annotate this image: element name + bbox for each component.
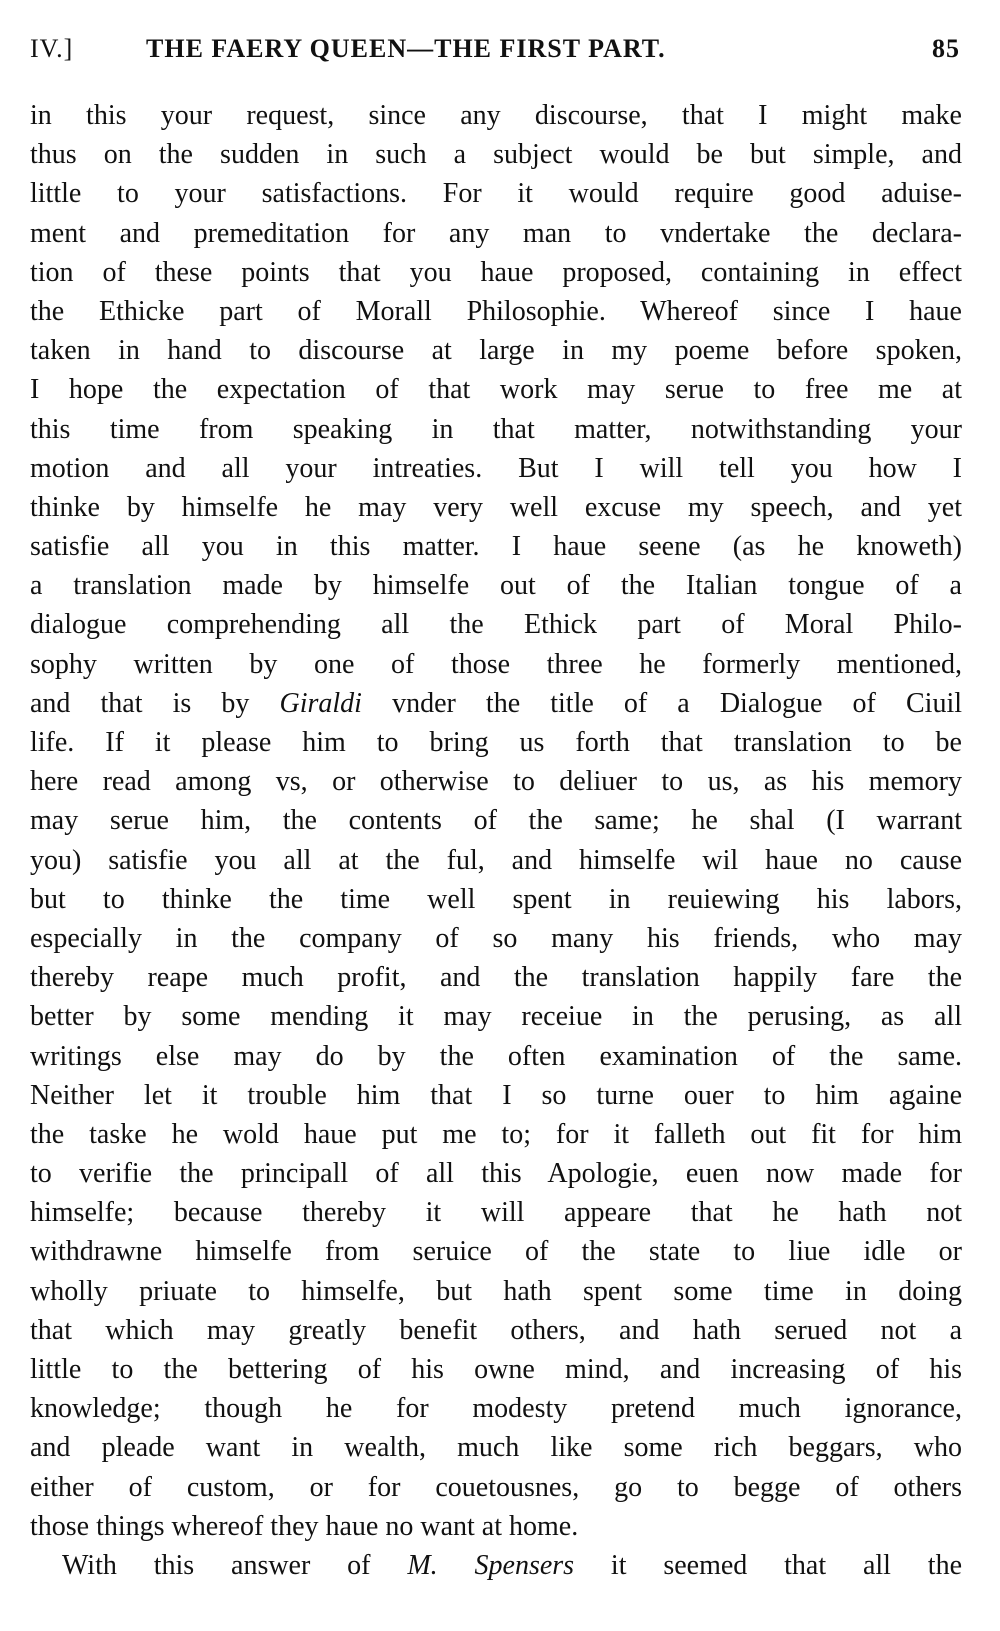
text-line <box>30 1311 962 1350</box>
line-text: it seemed that all the <box>574 1549 962 1581</box>
line-text: little to the bettering of his owne mind, and increasing of his <box>30 1354 962 1385</box>
line-text: but to thinke the time well spent in reuiewing his labors, <box>30 883 962 915</box>
text-line <box>30 174 962 213</box>
line-text: thereby reape much profit, and the translation happily fare the <box>30 962 962 994</box>
line-text: better by some mending it may receiue in the perusing, as all <box>30 1001 962 1033</box>
text-line <box>30 1389 962 1428</box>
line-text: withdrawne himselfe from seruice of the state to liue idle or <box>30 1236 962 1268</box>
chapter-marker: IV.] <box>30 34 74 63</box>
text-line <box>30 331 962 370</box>
text-line <box>30 801 962 840</box>
line-text: that which may greatly benefit others, and hath serued not a <box>30 1314 962 1346</box>
italic-name: Giraldi <box>279 687 362 719</box>
text-line <box>30 919 962 958</box>
line-text: satisfie all you in this matter. I haue seene (as he knoweth) <box>30 531 962 563</box>
line-text: the Ethicke part of Morall Philosophie. Whereof since I haue <box>30 295 962 327</box>
line-text: life. If it please him to bring us forth that translation to be <box>30 727 962 758</box>
text-line <box>30 841 962 880</box>
text-line <box>30 135 962 174</box>
text-line <box>30 880 962 919</box>
italic-name: M. Spensers <box>407 1549 575 1581</box>
text-line <box>30 527 962 566</box>
text-line <box>30 370 962 409</box>
text-line <box>30 1272 962 1311</box>
line-text: either of custom, or for couetousnes, go to begge of others <box>30 1471 962 1503</box>
text-line <box>30 1507 962 1546</box>
running-header <box>30 34 960 74</box>
text-line <box>30 1154 962 1193</box>
line-text: knowledge; though he for modesty pretend much ignorance, <box>30 1393 962 1425</box>
text-line <box>30 1546 962 1585</box>
text-line <box>30 1350 962 1389</box>
line-text: I hope the expectation of that work may serue to free me at <box>30 374 962 406</box>
body-text <box>30 96 962 1585</box>
text-line <box>30 605 962 644</box>
line-text: thinke by himselfe he may very well excuse my speech, and yet <box>30 491 962 523</box>
line-text: here read among vs, or otherwise to deliuer to us, as his memory <box>30 766 962 798</box>
line-text: especially in the company of so many his friends, who may <box>30 922 962 954</box>
line-text: and that is by <box>30 687 280 719</box>
line-text: motion and all your intreaties. But I will tell you how I <box>30 452 962 484</box>
line-text: you) satisfie you all at the ful, and himselfe wil haue no cause <box>30 844 962 876</box>
line-text: a translation made by himselfe out of the Italian tongue of a <box>30 570 962 602</box>
line-text: With this answer of <box>62 1549 408 1581</box>
line-text: wholly priuate to himselfe, but hath spent some time in doing <box>30 1275 962 1307</box>
line-text: in this your request, since any discourse, that I might make <box>30 100 962 131</box>
line-text: ment and premeditation for any man to vndertake the declara- <box>30 217 962 249</box>
text-line <box>30 96 962 135</box>
text-line <box>30 292 962 331</box>
text-line <box>30 645 962 684</box>
line-text: tion of these points that you haue proposed, containing in effect <box>30 256 962 288</box>
line-text: little to your satisfactions. For it would require good aduise- <box>30 178 962 210</box>
text-line <box>30 1115 962 1154</box>
line-text: vnder the title of a Dialogue of Ciuil <box>361 687 962 719</box>
text-line <box>30 1232 962 1271</box>
text-line <box>30 253 962 292</box>
text-line <box>30 1193 962 1232</box>
text-line <box>30 723 962 762</box>
text-line <box>30 684 962 723</box>
line-text: this time from speaking in that matter, notwithstanding your <box>30 413 962 445</box>
text-line <box>30 566 962 605</box>
line-text: the taske he wold haue put me to; for it falleth out fit for him <box>30 1118 962 1150</box>
line-text: writings else may do by the often examination of the same. <box>30 1040 962 1072</box>
line-text: to verifie the principall of all this Apologie, euen now made for <box>30 1158 962 1190</box>
line-text: sophy written by one of those three he formerly mentioned, <box>30 648 962 680</box>
line-text: thus on the sudden in such a subject would be but simple, and <box>30 139 962 171</box>
text-line <box>30 1428 962 1467</box>
text-line <box>30 958 962 997</box>
text-line <box>30 1076 962 1115</box>
line-text: and pleade want in wealth, much like some rich beggars, who <box>30 1432 962 1464</box>
text-line <box>30 997 962 1036</box>
line-text: Neither let it trouble him that I so turne ouer to him againe <box>30 1079 962 1111</box>
text-line <box>30 1037 962 1076</box>
line-text: himselfe; because thereby it will appeare that he hath not <box>30 1197 962 1229</box>
text-line <box>30 488 962 527</box>
text-line <box>30 762 962 801</box>
text-line <box>30 214 962 253</box>
line-text: dialogue comprehending all the Ethick part of Moral Philo- <box>30 609 962 641</box>
running-title: THE FAERY QUEEN—THE FIRST PART. <box>146 34 666 63</box>
line-text: taken in hand to discourse at large in my poeme before spoken, <box>30 335 962 367</box>
text-line <box>30 1468 962 1507</box>
text-line <box>30 410 962 449</box>
line-text: those things whereof they haue no want at home. <box>30 1510 579 1542</box>
text-line <box>30 449 962 488</box>
page-number: 85 <box>932 34 960 63</box>
line-text: may serue him, the contents of the same; he shal (I warrant <box>30 805 962 837</box>
